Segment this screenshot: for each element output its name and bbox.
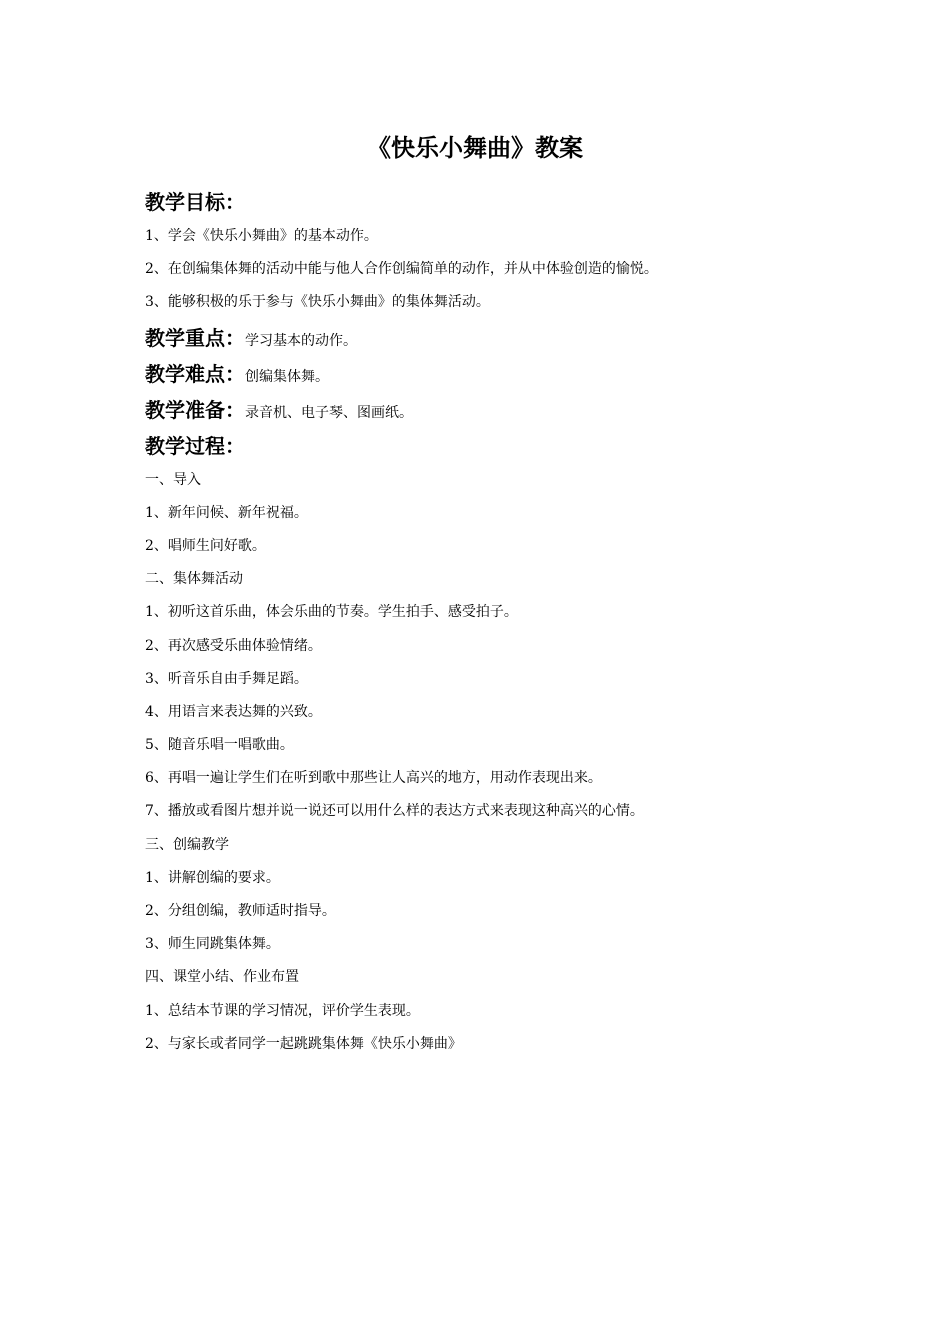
key-point-heading: 教学重点： (145, 325, 245, 350)
document-body (145, 184, 845, 1061)
process-section-title: 一、导入 (145, 471, 201, 488)
difficulty-section (145, 356, 845, 392)
process-section-title: 四、课堂小结、作业布置 (145, 969, 299, 986)
objective-item: 2、在创编集体舞的活动中能与他人合作创编简单的动作，并从中体验创造的愉悦。 (145, 261, 658, 278)
preparation-text: 录音机、电子琴、图画纸。 (245, 404, 413, 421)
preparation-heading: 教学准备： (145, 397, 245, 422)
difficulty-heading: 教学难点： (145, 361, 245, 386)
document-title: 《快乐小舞曲》教案 (367, 134, 583, 162)
process-step: 7、播放或看图片想并说一说还可以用什么样的表达方式来表现这种高兴的心情。 (145, 803, 644, 820)
process-step: 1、讲解创编的要求。 (145, 869, 280, 886)
process-step: 3、听音乐自由手舞足蹈。 (145, 670, 308, 687)
objectives-heading: 教学目标： (145, 190, 245, 214)
process-step: 1、总结本节课的学习情况，评价学生表现。 (145, 1002, 420, 1019)
process-step: 2、再次感受乐曲体验情绪。 (145, 637, 322, 654)
process-step: 5、随音乐唱一唱歌曲。 (145, 737, 294, 754)
process-step: 3、师生同跳集体舞。 (145, 936, 280, 953)
difficulty-text: 创编集体舞。 (245, 368, 329, 385)
process-heading: 教学过程： (145, 433, 245, 458)
process-section-title: 三、创编教学 (145, 836, 229, 853)
process-step: 2、与家长或者同学一起跳跳集体舞《快乐小舞曲》 (145, 1035, 462, 1052)
process-step: 1、初听这首乐曲，体会乐曲的节奏。学生拍手、感受拍子。 (145, 604, 518, 621)
key-point-section (145, 320, 845, 356)
process-section-title: 二、集体舞活动 (145, 571, 243, 588)
key-point-text: 学习基本的动作。 (245, 332, 357, 349)
process-step: 2、分组创编，教师适时指导。 (145, 903, 336, 919)
process-step: 1、新年问候、新年祝福。 (145, 504, 308, 521)
process-step: 4、用语言来表达舞的兴致。 (145, 703, 322, 720)
process-step: 6、再唱一遍让学生们在听到歌中那些让人高兴的地方，用动作表现出来。 (145, 770, 602, 787)
process-step: 2、唱师生问好歌。 (145, 537, 266, 554)
preparation-section (145, 392, 845, 428)
objective-item: 1、学会《快乐小舞曲》的基本动作。 (145, 228, 378, 244)
objective-item: 3、能够积极的乐于参与《快乐小舞曲》的集体舞活动。 (145, 294, 490, 311)
